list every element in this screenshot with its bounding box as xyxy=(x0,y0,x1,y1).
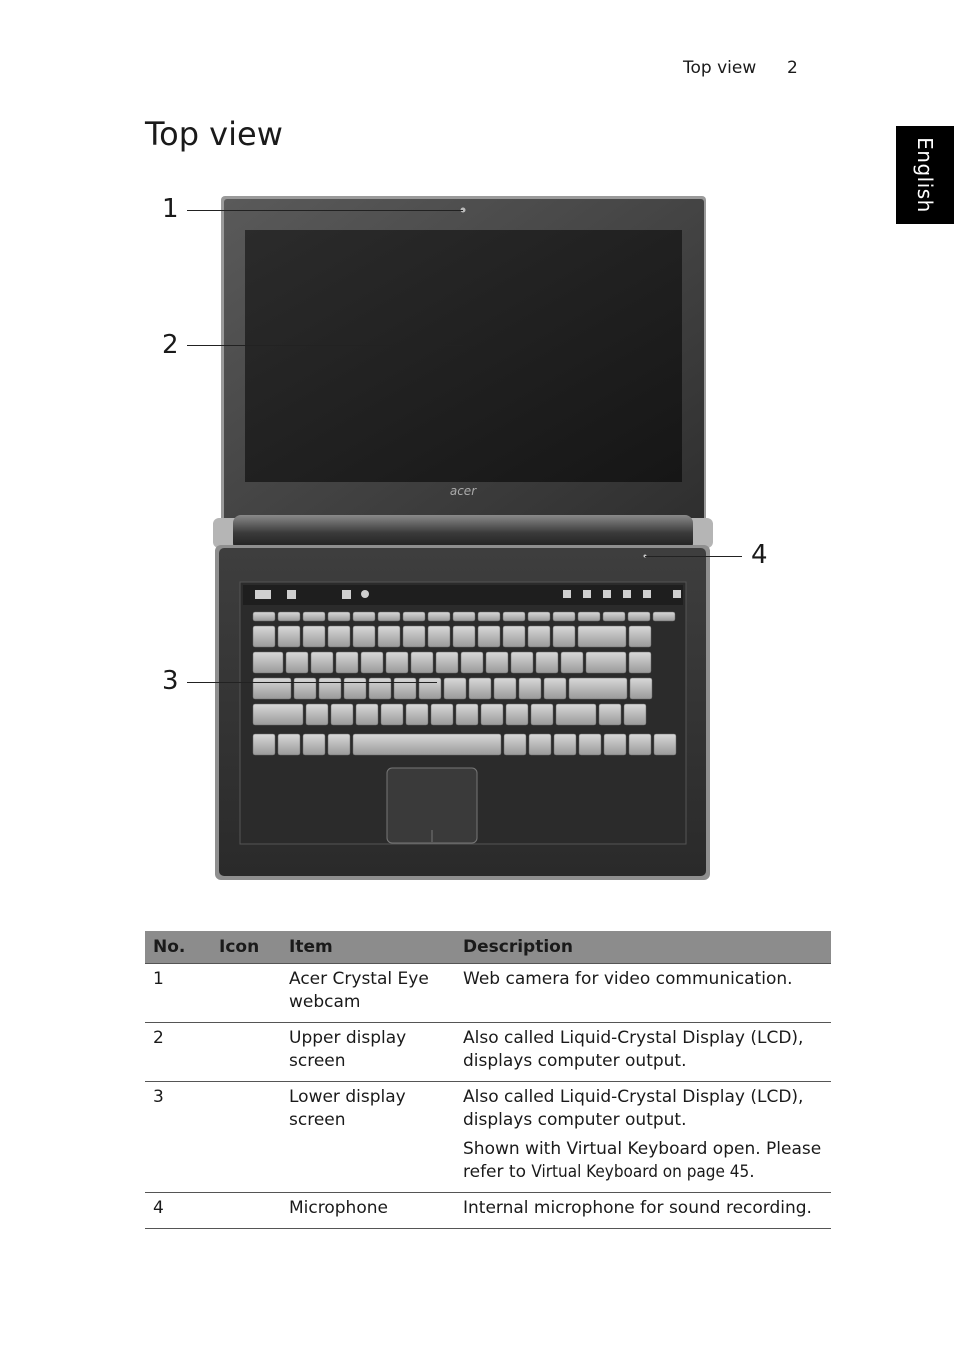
keyboard-key xyxy=(486,652,508,673)
keyboard-key xyxy=(456,704,478,725)
keyboard-key xyxy=(478,626,500,647)
keyboard-key xyxy=(629,626,651,647)
keyboard-key xyxy=(578,612,600,621)
header-icon: Icon xyxy=(211,931,281,964)
row-description xyxy=(455,964,831,1023)
header-section-title: Top view xyxy=(683,58,757,78)
description-note xyxy=(463,1138,823,1184)
keyboard-key xyxy=(569,678,627,699)
component-table xyxy=(145,931,831,1229)
keyboard-key xyxy=(253,626,275,647)
keyboard-key xyxy=(378,626,400,647)
keyboard-key xyxy=(303,626,325,647)
keyboard-key xyxy=(529,734,551,755)
keyboard-key xyxy=(579,734,601,755)
keyboard-key xyxy=(278,626,300,647)
keyboard-key xyxy=(603,612,625,621)
table-row xyxy=(145,964,831,1023)
row-number: 3 xyxy=(145,1082,211,1193)
row-icon xyxy=(211,1193,281,1229)
keyboard-key xyxy=(381,704,403,725)
table-header-row xyxy=(145,931,831,964)
description-text: Web camera for video communication. xyxy=(463,969,793,989)
table-row xyxy=(145,1023,831,1082)
keyboard-key xyxy=(306,704,328,725)
page-title: Top view xyxy=(145,115,283,153)
keyboard-key xyxy=(653,612,675,621)
laptop-illustration xyxy=(145,180,835,900)
keyboard-key xyxy=(278,612,300,621)
keyboard-key xyxy=(328,734,350,755)
header-description: Description xyxy=(455,931,831,964)
keyboard-key xyxy=(599,704,621,725)
keyboard-key xyxy=(311,652,333,673)
keyboard-key xyxy=(536,652,558,673)
callout-line-2 xyxy=(187,345,463,346)
header-item: Item xyxy=(281,931,455,964)
laptop-top-view-figure xyxy=(145,180,835,900)
keyboard-key xyxy=(481,704,503,725)
callout-line-3 xyxy=(187,682,437,683)
keyboard-key xyxy=(469,678,491,699)
keyboard-key xyxy=(303,734,325,755)
keyboard-key xyxy=(461,652,483,673)
keyboard-key xyxy=(544,678,566,699)
acer-logo: acer xyxy=(449,484,477,498)
keyboard-key xyxy=(553,626,575,647)
keyboard-key xyxy=(431,704,453,725)
keyboard-key xyxy=(503,612,525,621)
note-suffix: . xyxy=(749,1162,755,1182)
keyboard-key xyxy=(528,612,550,621)
keyboard-key xyxy=(604,734,626,755)
description-text: Internal microphone for sound recording. xyxy=(463,1198,812,1218)
table-row xyxy=(145,1193,831,1229)
keyboard-key xyxy=(331,704,353,725)
description-text: Also called Liquid-Crystal Display (LCD), displays computer output. xyxy=(463,1028,804,1071)
row-item: Upper display screen xyxy=(281,1023,455,1082)
table-row xyxy=(145,1082,831,1193)
keyboard-key xyxy=(528,626,550,647)
keyboard-key xyxy=(286,652,308,673)
keyboard-key xyxy=(253,734,275,755)
keyboard-key xyxy=(630,678,652,699)
keyboard-key xyxy=(506,704,528,725)
keyboard-key xyxy=(629,734,651,755)
note-prefix: Shown with Virtual Keyboard open. Please refer to xyxy=(463,1139,822,1182)
header-no: No. xyxy=(145,931,211,964)
keyboard-key xyxy=(519,678,541,699)
keyboard-key xyxy=(561,652,583,673)
keyboard-key xyxy=(554,734,576,755)
callout-number-2: 2 xyxy=(162,330,179,360)
keyboard-key xyxy=(453,626,475,647)
keyboard-key xyxy=(436,652,458,673)
keyboard-key xyxy=(253,704,303,725)
row-icon xyxy=(211,1023,281,1082)
language-tab xyxy=(896,126,954,224)
keyboard-key xyxy=(303,612,325,621)
keyboard-key xyxy=(629,652,651,673)
row-number: 2 xyxy=(145,1023,211,1082)
keyboard-key xyxy=(504,734,526,755)
description-text: Also called Liquid-Crystal Display (LCD), displays computer output. xyxy=(463,1087,804,1130)
upper-display-screen xyxy=(245,230,682,482)
row-description xyxy=(455,1023,831,1082)
callout-number-3: 3 xyxy=(162,666,179,696)
virtual-keyboard-toolbar xyxy=(243,585,683,605)
row-icon xyxy=(211,964,281,1023)
keyboard-key xyxy=(586,652,626,673)
language-tab-label: English xyxy=(913,137,937,213)
keyboard-key xyxy=(428,626,450,647)
callout-number-4: 4 xyxy=(751,540,768,570)
keyboard-key xyxy=(378,612,400,621)
keyboard-key xyxy=(503,626,525,647)
keyboard-key xyxy=(386,652,408,673)
keyboard-key xyxy=(428,612,450,621)
keyboard-key xyxy=(478,612,500,621)
keyboard-key xyxy=(361,652,383,673)
callout-number-1: 1 xyxy=(162,194,179,224)
callout-line-4 xyxy=(645,556,742,557)
keyboard-key xyxy=(336,652,358,673)
row-item: Lower display screen xyxy=(281,1082,455,1193)
keyboard-key xyxy=(403,612,425,621)
keyboard-key xyxy=(406,704,428,725)
keyboard-key xyxy=(353,626,375,647)
keyboard-key xyxy=(403,626,425,647)
header-page-number: 2 xyxy=(787,58,798,78)
virtual-keyboard-link[interactable]: Virtual Keyboard on page 45 xyxy=(531,1162,750,1182)
keyboard-key xyxy=(328,612,350,621)
row-number: 4 xyxy=(145,1193,211,1229)
keyboard-key xyxy=(356,704,378,725)
keyboard-key xyxy=(353,612,375,621)
callout-line-1 xyxy=(187,210,463,211)
row-icon xyxy=(211,1082,281,1193)
keyboard-key xyxy=(553,612,575,621)
keyboard-key xyxy=(511,652,533,673)
keyboard-key xyxy=(278,734,300,755)
keyboard-key xyxy=(578,626,626,647)
keyboard-key xyxy=(411,652,433,673)
keyboard-key xyxy=(531,704,553,725)
keyboard-key xyxy=(253,652,283,673)
keyboard-key xyxy=(253,612,275,621)
keyboard-key xyxy=(628,612,650,621)
keyboard-key xyxy=(453,612,475,621)
keyboard-key xyxy=(494,678,516,699)
keyboard-key xyxy=(444,678,466,699)
row-description xyxy=(455,1082,831,1193)
row-item: Microphone xyxy=(281,1193,455,1229)
keyboard-key xyxy=(328,626,350,647)
keyboard-key xyxy=(654,734,676,755)
keyboard-key xyxy=(624,704,646,725)
row-description xyxy=(455,1193,831,1229)
row-item: Acer Crystal Eye webcam xyxy=(281,964,455,1023)
keyboard-key xyxy=(556,704,596,725)
keyboard-key xyxy=(353,734,501,755)
row-number: 1 xyxy=(145,964,211,1023)
